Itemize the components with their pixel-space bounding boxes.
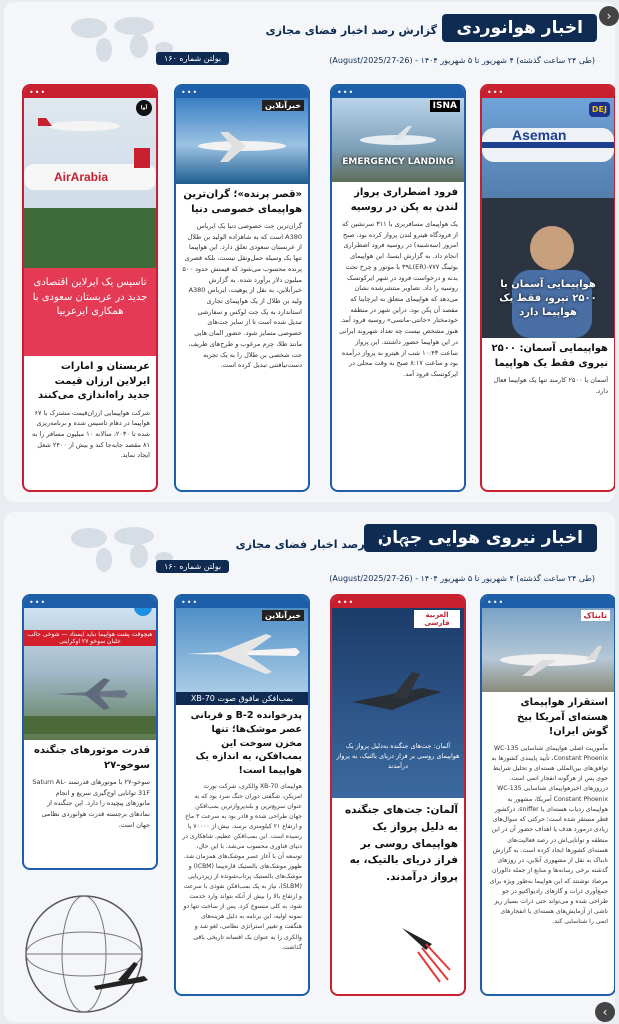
panel-subtitle: گزارش رصد اخبار فضای مجازی bbox=[235, 538, 407, 551]
news-card-su27[interactable] bbox=[22, 594, 158, 870]
menu-dots-icon: ••• bbox=[487, 598, 505, 607]
image-caption: هواپیمایی آسمان با ۲۵۰۰ نیرو، فقط یک هواپیما دارد bbox=[499, 279, 597, 318]
news-headline: پدرخوانده B-2 و قربانی عصر موشک‌ها؛ تنها مخزن سوخت این بمب‌افکن، به اندازه یک هواپیما است! bbox=[190, 710, 302, 777]
previous-page-button[interactable]: ‹ bbox=[595, 1002, 615, 1022]
news-body: آسمان با ۲۵۰۰ کارمند تنها یک هواپیما فعال دارد. bbox=[493, 376, 608, 395]
menu-dots-icon: ••• bbox=[487, 88, 505, 97]
report-period: (طی ۲۴ ساعت گذشته) ۴ شهریور تا ۵ شهریور ۱۴۰۴ - (26-27/August/2025) bbox=[329, 574, 595, 583]
menu-dots-icon: ••• bbox=[29, 88, 47, 97]
jet-launch-icon bbox=[392, 914, 452, 984]
image-caption: بمب‌افکن مافوق صوت XB-70 bbox=[176, 692, 308, 705]
airplane-icon bbox=[176, 126, 308, 166]
next-page-button[interactable]: › bbox=[599, 6, 619, 26]
fighter-jet-icon bbox=[332, 658, 464, 738]
news-headline: فرود اضطراری پرواز لندن به پکن در روسیه bbox=[350, 187, 458, 213]
alarabiya-logo: العربية فارسی bbox=[414, 610, 460, 628]
news-headline: قدرت موتورهای جنگنده سوخو-۲۷ bbox=[33, 745, 150, 771]
news-card-new-lowcost-airline[interactable] bbox=[22, 84, 158, 492]
world-airforce-news-panel bbox=[4, 512, 615, 1022]
news-image bbox=[482, 608, 614, 692]
khabaronline-logo: خبرآنلاین bbox=[262, 100, 304, 111]
menu-dots-icon: ••• bbox=[181, 598, 199, 607]
image-caption: تاسیس یک ایرلاین اقتصادی جدید در عربستان سعودی با همکاری ایرعربیا bbox=[32, 277, 148, 317]
menu-dots-icon: ••• bbox=[337, 88, 355, 97]
airplane-icon bbox=[482, 634, 614, 684]
report-period: (طی ۲۴ ساعت گذشته) ۴ شهریور تا ۵ شهریور ۱۴۰۴ - (26-27/August/2025) bbox=[329, 56, 595, 65]
bomber-icon bbox=[176, 624, 308, 684]
news-image bbox=[24, 608, 156, 740]
news-image bbox=[176, 98, 308, 184]
panel-title: اخبار نیروی هوایی جهان bbox=[364, 524, 597, 552]
isna-logo: ISNA bbox=[430, 100, 460, 112]
airplane-badge-icon bbox=[134, 608, 152, 616]
news-body: مأموریت اصلی هواپیمای شناسایی WC-135 Constant Phoenix، تأیید پایبندی کشورها به توافق‌های بین‌المللی هسته‌ای و تحلیل شرایط جوی پس از هرگونه انفجار اتمی است. درروزهای اخیرهواپیمای شناسایی WC-135 Constant Phoenix آمریکا، مشهور به هواپیمای ردیاب هسته‌ای یا sniffer، درکشور قطر مستقر شده است؛ حرکتی که سوال‌های زیادی درمورد هدف یا اهداف حضور آن در این منطقه و توانایی‌اش در رصد فعالیت‌های هسته‌ای کشورها ایجاد کرده است. به گزارش تابناک به نقل از مشهوری آنلاین، در روزهای گذشته برخی رسانه‌ها و منابع از جمله دالوران مرصاد نوشتند که این هواپیما به‌طور ویژه برای جمع‌آوری ذرات و گازهای رادیواکتیو در جو طراحی شده و می‌تواند حتی ذرات بسیار ریز ناشی از آزمایش‌های هسته‌ای یا انفجارهای اتمی را شناسایی کند. bbox=[489, 744, 608, 926]
panel-title: اخبار هوانوردی bbox=[442, 14, 597, 42]
menu-dots-icon: ••• bbox=[29, 598, 47, 607]
news-card-germany-jets[interactable] bbox=[330, 594, 466, 996]
airplane-icon bbox=[332, 118, 464, 158]
news-headline: هواپیمایی آسمان: ۲۵۰۰ نیروی فقط یک هواپیما bbox=[491, 343, 608, 369]
khabaronline-logo: خبرآنلاین bbox=[262, 610, 304, 621]
news-card-nuclear-sniffer[interactable] bbox=[480, 594, 615, 996]
bulletin-number: بولتن شماره ۱۶۰ bbox=[156, 560, 229, 573]
news-image bbox=[332, 98, 464, 182]
image-caption: هیچوقت پشت هواپیما نباید ایستاد — شوخی جالب خلبان سوخو ۲۷ اوکراینی bbox=[24, 630, 156, 646]
bulletin-number: بولتن شماره ۱۶۰ bbox=[156, 52, 229, 65]
airline-brand: AirArabia bbox=[54, 170, 109, 184]
panel-subtitle: گزارش رصد اخبار فضای مجازی bbox=[265, 24, 437, 37]
tabnak-logo: تابناک bbox=[581, 610, 610, 621]
image-caption: آلمان: جت‌های جنگنده به‌دلیل پرواز یک هواپیمای روسی بر فراز دریای بالتیک، به پرواز درآمدند bbox=[336, 742, 460, 770]
news-headline: استقرار هواپیمای هسته‌ای آمریکا بیخ گوش ایران! bbox=[516, 697, 608, 737]
news-card-asemaan[interactable] bbox=[480, 84, 615, 492]
news-image bbox=[24, 98, 156, 268]
news-agency-logo: آوا bbox=[136, 100, 152, 116]
news-image bbox=[332, 608, 464, 798]
news-headline: «قصر پرنده»؛ گران‌ترین هواپیمای خصوصی دنیا bbox=[183, 189, 302, 215]
news-body: گران‌ترین جت خصوصی دنیا یک ایرباس A380 است که به شاهزاده الولید بن طلال از عربستان سعودی تعلق دارد. این هواپیما تنها یک وسیله حمل‌ونقل نیست، بلکه قصری پرنده محسوب می‌شود که قیمتش حدود ۵۰۰ میلیون دلار برآورد شده. به گزارش خبرآنلاین، به نقل از یوهیت، ایرباس A380 ولید بن طلال از یک هواپیمای تجاری استاندارد به یک جت لوکس و سفارشی تبدیل شده است تا از سایر جت‌های خصوصی متمایز شود. حضور المان هایی مانند طلا، چرم مرغوب و طرح‌های ظریف، جت شخصی بن طلال را به یک تجربه دست‌نیافتنی تبدیل کرده است. bbox=[182, 222, 302, 370]
image-caption: EMERGENCY LANDING bbox=[342, 157, 454, 167]
news-image bbox=[176, 608, 308, 692]
aviation-news-panel bbox=[4, 2, 615, 502]
menu-dots-icon: ••• bbox=[337, 598, 355, 607]
news-body: هواپیمای XB-70 والکری، شرکت نورث امریکن، شگفتی دوران جنگ سرد بود که به عنوان سریع‌ترین و بلندپرواز‌ترین بمب‌افکن جهان طراحی شده و قادر بود به سرعت ۳ ماخ و ارتفاع ۲۱ کیلومتری برسد. بیش از ۷۰۰۰۰ پا رسیده است. این بمب‌افکن عظیم، شاهکاری در دنیای فناوری محسوب می‌شد، با این حال، توسعه آن با آغاز عصر موشک‌های همزمان شد. ظهور موشک‌های بالستیک قاره‌پیما (ICBM) و موشک‌های بالستیک پرتاب‌شونده از زیردریایی (SLBM)، نیاز به یک بمب‌افکن نفوذی با سرعت و ارتفاع بالا را بیش از آنکه بتواند وارد خدمت شود، به کلی منسوخ کرد. پس از ساخت تنها دو نمونه اولیه، این برنامه به دلیل هزینه‌های هنگفت و تغییر استراتژی نظامی، لغو شد و والکری را به عنوان یک افسانه تاریخی باقی گذاشت. bbox=[182, 782, 302, 951]
news-card-flying-palace[interactable] bbox=[174, 84, 310, 492]
news-headline: آلمان: جت‌های جنگنده به دلیل پرواز یک هواپیمای روسی بر فراز دریای بالتیک، به پرواز درآمدند. bbox=[344, 804, 458, 884]
globe-airplane-icon bbox=[14, 882, 164, 1022]
news-headline: عربستان و امارات ایرلاین ارزان قیمت جدید راه‌اندازی می‌کنند bbox=[38, 361, 150, 401]
fighter-jet-icon bbox=[24, 664, 156, 734]
news-card-xb70[interactable] bbox=[174, 594, 310, 996]
news-body: یک هواپیمای مسافربری با ۳۱۱ سرنشین که از فرودگاه هیترو لندن پرواز کرده بود، صبح امروز (سه‌شنبه) در روسیه فرود اضطراری انجام داد. به گزارش ایسنا، این هواپیمای بوئینگ ۷۷۷-۳۹L(ER) با موتور و چرخ تحت بدنه و درخواست فرود در شهر ایرکوتسک روسیه را داد. تصاویر منتشرشده نشان می‌دهد که هواپیمای متعلق به ایرچاینا که مقصد آن پکن بود، دراین شهر در منطقه خودمختار «خانتی-مانسی» روسیه فرود آمد. هنوز مشخص نیست چه تعداد شهروند ایرانی در این هواپیما حضور داشتند. این پرواز ساعت ۱۰:۴۳ شب از هیترو به پرواز درآمده بود و ساعت ۸:۱۷ صبح به وقت محلی در ایرکوتسک فرود آمد. bbox=[339, 220, 458, 379]
svg-text:Aseman: Aseman bbox=[512, 127, 567, 143]
news-image bbox=[482, 98, 614, 338]
news-body: شرکت هواپیمایی ارزان‌قیمت مشترک با ۶۷ هواپیما در دهام تاسیس شده و برنامه‌ریزی شده تا ۲۰۳۰، سالانه ۱۰ میلیون مسافر را به ۸۱ مقصد جابه‌جا کند و بیش از ۲۴۰۰ شغل ایجاد نماید. bbox=[32, 408, 150, 460]
menu-dots-icon: ••• bbox=[181, 88, 199, 97]
dej-logo: DEJ bbox=[589, 102, 610, 117]
news-card-emergency-landing[interactable] bbox=[330, 84, 466, 492]
news-body: سوخو-۲۷ با موتورهای قدرتمند Saturn AL-31F توانایی اوج‌گیری سریع و انجام مانورهای پیچیده را دارد. این جنگنده از نمادهای برجسته قدرت هوانوردی نظامی جهان است. bbox=[32, 778, 150, 829]
